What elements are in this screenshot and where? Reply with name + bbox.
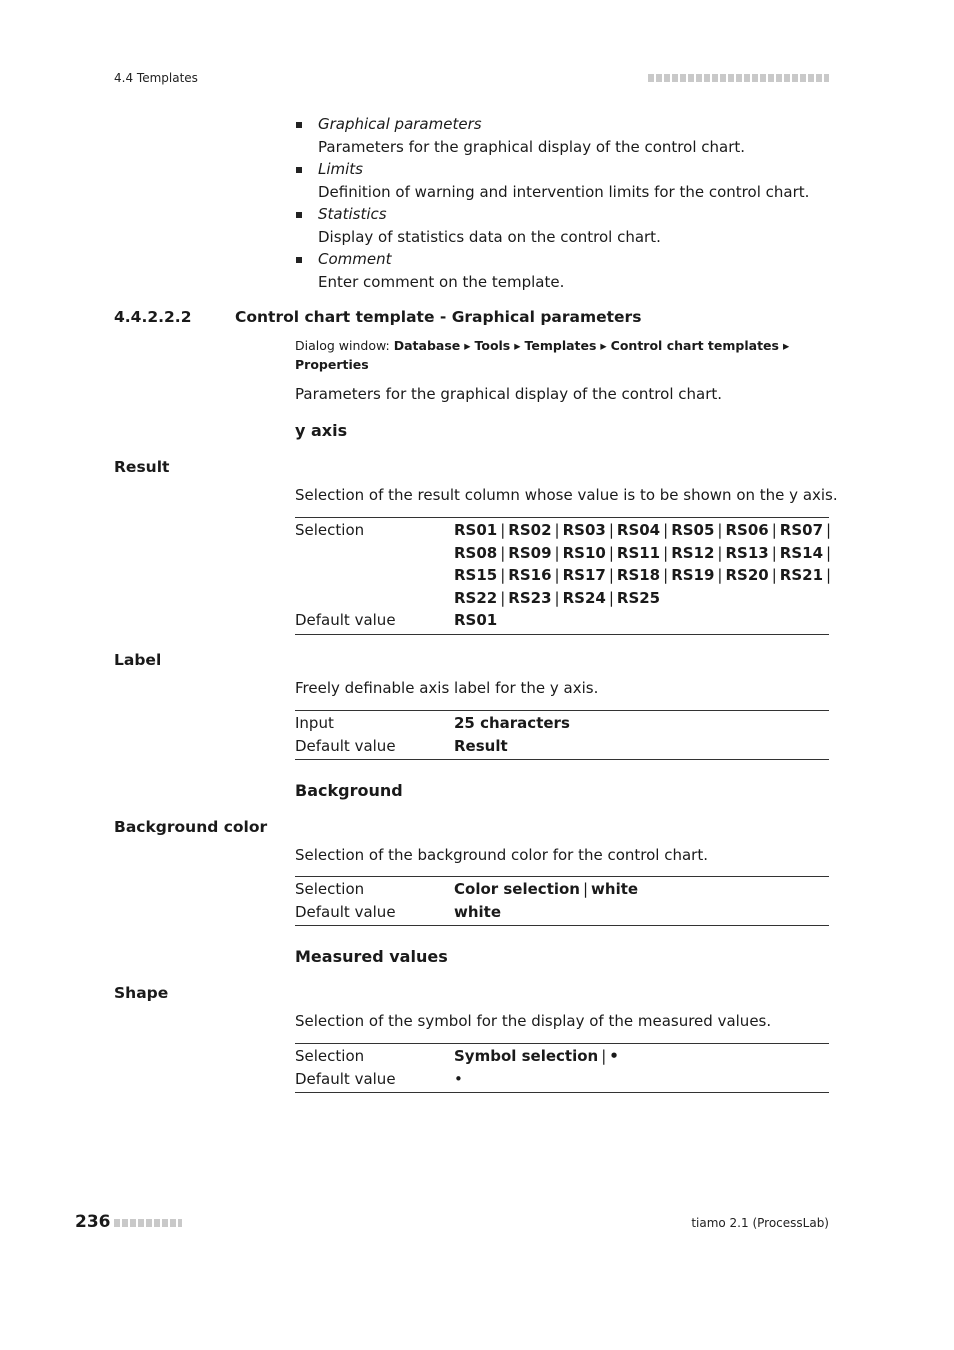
- option-separator: |: [554, 588, 560, 607]
- list-item-term: Graphical parameters: [318, 115, 482, 133]
- option: RS22: [454, 588, 498, 607]
- option: RS12: [671, 543, 715, 562]
- param-desc-label: Freely definable axis label for the y axis.: [295, 679, 599, 697]
- option: RS14: [779, 543, 824, 562]
- dialog-path-step: Control chart templates: [610, 338, 779, 353]
- header-decoration: [648, 74, 829, 82]
- option: RS21: [779, 566, 824, 584]
- dialog-prefix: Dialog window:: [295, 338, 394, 353]
- param-table-shape: [295, 1043, 829, 1093]
- section-heading: [114, 308, 641, 326]
- option-separator: |: [554, 566, 560, 584]
- list-item: [295, 248, 835, 293]
- intro-text: Parameters for the graphical display of the control chart.: [295, 385, 723, 403]
- option: RS06: [725, 521, 769, 539]
- option: RS16: [508, 566, 552, 584]
- product-name: tiamo 2.1 (ProcessLab): [691, 1216, 829, 1230]
- option-separator: |: [608, 543, 614, 562]
- option: RS09: [508, 543, 552, 562]
- dialog-path-step: Tools: [474, 338, 511, 353]
- option-separator: |: [554, 521, 560, 539]
- param-table-background-color: [295, 876, 829, 926]
- running-header: 4.4 Templates: [114, 71, 198, 85]
- table-key: Input: [295, 714, 334, 732]
- table-row: [295, 1045, 829, 1068]
- param-desc-shape: Selection of the symbol for the display of the measured values.: [295, 1012, 772, 1030]
- option: RS13: [725, 543, 769, 562]
- option-separator: |: [554, 543, 560, 562]
- option: white: [591, 880, 639, 898]
- table-row: [295, 519, 832, 609]
- list-item-desc: Definition of warning and intervention limits for the control chart.: [318, 182, 810, 201]
- option-line: [454, 564, 834, 587]
- option-separator: |: [500, 543, 506, 562]
- option-line: [454, 542, 834, 565]
- option: •: [609, 1047, 619, 1065]
- group-heading-measured-values: Measured values: [295, 947, 448, 966]
- dialog-path-step: Properties: [295, 357, 369, 372]
- footer-decoration: [114, 1219, 182, 1227]
- option-separator: |: [771, 521, 777, 539]
- list-item-desc: Enter comment on the template.: [318, 272, 565, 291]
- dialog-path-step: Templates: [524, 338, 597, 353]
- param-desc-result: Selection of the result column whose value is to be shown on the y axis.: [295, 486, 838, 504]
- option: RS20: [725, 566, 769, 584]
- bullet-square-icon: [296, 212, 302, 218]
- option-separator: |: [717, 566, 723, 584]
- param-name-shape: Shape: [114, 984, 169, 1002]
- section-title: Control chart template - Graphical parameters: [235, 308, 642, 326]
- table-value: 25 characters: [454, 714, 570, 732]
- option-separator: |: [771, 566, 777, 584]
- param-table-label: [295, 710, 829, 760]
- option: Color selection: [454, 880, 580, 898]
- table-row: [295, 1068, 829, 1091]
- group-heading-background: Background: [295, 781, 403, 800]
- option-line: [454, 587, 834, 610]
- option: RS01: [454, 521, 498, 539]
- option: RS04: [616, 521, 661, 539]
- table-value-options: Symbol selection | •: [454, 1047, 619, 1065]
- option-separator: |: [717, 521, 723, 539]
- option-separator: |: [663, 521, 669, 539]
- table-key: Selection: [295, 1047, 365, 1065]
- option: Symbol selection: [454, 1047, 599, 1065]
- section-number: 4.4.2.2.2: [114, 308, 192, 326]
- option: RS25: [616, 588, 661, 607]
- option-separator: |: [663, 543, 669, 562]
- table-row: [295, 735, 829, 758]
- option-separator: |: [500, 588, 506, 607]
- list-item: [295, 203, 835, 248]
- list-item-desc: Display of statistics data on the control chart.: [318, 227, 661, 246]
- table-key: Default value: [295, 611, 396, 629]
- option-separator: |: [826, 566, 832, 584]
- list-item: [295, 158, 835, 203]
- option-separator: |: [500, 521, 506, 539]
- table-row: [295, 712, 829, 735]
- table-row: [295, 609, 829, 632]
- param-desc-background-color: Selection of the background color for the control chart.: [295, 846, 708, 864]
- option: RS02: [508, 521, 552, 539]
- bullet-square-icon: [296, 122, 302, 128]
- table-value: white: [454, 902, 502, 921]
- option: RS17: [562, 566, 606, 584]
- option-separator: |: [500, 566, 506, 584]
- option-separator: |: [826, 521, 832, 539]
- param-name-label: Label: [114, 651, 162, 669]
- option-separator: |: [717, 543, 723, 562]
- param-name-result: Result: [114, 458, 170, 476]
- table-key: Default value: [295, 736, 396, 755]
- list-item-term: Comment: [318, 250, 392, 268]
- table-key: Selection: [295, 521, 365, 539]
- group-heading-y-axis: y axis: [295, 421, 348, 440]
- table-key: Selection: [295, 880, 365, 898]
- option: RS19: [671, 566, 715, 584]
- bullet-list: [295, 113, 835, 293]
- option-separator: |: [663, 566, 669, 584]
- table-key: Default value: [295, 902, 396, 921]
- option-separator: |: [826, 543, 832, 562]
- table-value: RS01: [454, 611, 498, 629]
- table-value: Result: [454, 736, 508, 755]
- option: RS10: [562, 543, 606, 562]
- option: RS15: [454, 566, 498, 584]
- option: RS24: [562, 588, 606, 607]
- table-value-options: [454, 519, 834, 609]
- list-item-term: Limits: [318, 160, 363, 178]
- dialog-path-step: Database: [393, 338, 461, 353]
- list-item-term: Statistics: [318, 205, 387, 223]
- table-row: [295, 901, 829, 924]
- list-item: [295, 113, 835, 158]
- dialog-path: Dialog window: Database ▸ Tools ▸ Templates ▸ Control chart templates ▸ Properties: [295, 338, 790, 372]
- param-table-result: [295, 517, 832, 635]
- table-row: [295, 878, 829, 901]
- param-name-background-color: Background color: [114, 818, 268, 836]
- option-separator: |: [608, 588, 614, 607]
- option: RS18: [616, 566, 661, 584]
- option-separator: |: [608, 566, 614, 584]
- option: RS08: [454, 543, 498, 562]
- list-item-desc: Parameters for the graphical display of the control chart.: [318, 137, 746, 156]
- table-value-options: Color selection | white: [454, 880, 639, 898]
- table-value: •: [454, 1069, 463, 1088]
- option: RS11: [616, 543, 661, 562]
- page-number: 236: [75, 1212, 111, 1232]
- bullet-square-icon: [296, 257, 302, 263]
- option-separator: |: [608, 521, 614, 539]
- option-line: [454, 519, 834, 542]
- option: RS03: [562, 521, 606, 539]
- table-key: Default value: [295, 1069, 396, 1088]
- option: RS23: [508, 588, 552, 607]
- option-separator: |: [771, 543, 777, 562]
- option: RS05: [671, 521, 715, 539]
- bullet-square-icon: [296, 167, 302, 173]
- option: RS07: [779, 521, 824, 539]
